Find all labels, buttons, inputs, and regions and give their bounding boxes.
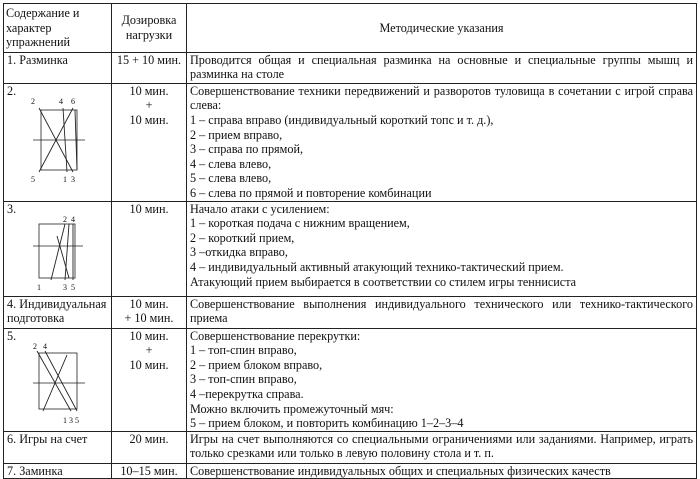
diagram-label: 4 [43, 343, 47, 352]
method-line: 3 – топ-спин вправо, [190, 372, 297, 387]
table-row [4, 463, 697, 479]
table-row [4, 431, 697, 463]
method-line: 1 – справа вправо (индивидуальный короткий топс и т. д.), [190, 112, 494, 127]
header-method: Методические указания [187, 4, 697, 53]
method-cell [187, 431, 697, 463]
method-line: 2 – прием блоком вправо, [190, 357, 323, 372]
dose-line: 10 мин. [129, 83, 169, 98]
diagram-label: 1 [37, 283, 41, 293]
diagram-label: 2 [33, 343, 37, 352]
exercise-name: 1. Разминка [4, 52, 112, 83]
dose-line: 10 мин. [129, 357, 169, 372]
table-row [4, 201, 697, 296]
dose-line: 10–15 мин. [120, 463, 178, 478]
method-cell [187, 83, 697, 201]
method-line: 5 – слева влево, [190, 171, 272, 186]
dose-cell [112, 431, 187, 463]
table-row [4, 328, 697, 431]
diagram-label: 2 [63, 216, 67, 225]
diagram-label: 5 [75, 416, 79, 426]
dose-line: 10 мин. [129, 328, 169, 343]
table-row [4, 83, 697, 201]
diagram-label: 6 [71, 98, 75, 107]
exercise-name: 3. [7, 201, 17, 216]
method-line: 2 – прием вправо, [190, 127, 283, 142]
training-plan-table [3, 3, 697, 479]
header-content: Содержание и характер упражнений [4, 4, 112, 53]
dose-line: 10 мин. [129, 296, 169, 311]
exercise-name: 6. Игры на счет [4, 431, 112, 463]
exercise-name: 7. Заминка [4, 463, 112, 479]
diagram-arrow [37, 351, 71, 411]
exercise-name: 5. [7, 328, 17, 343]
dose-cell [112, 83, 187, 201]
movement-diagram [7, 343, 107, 425]
dose-cell [112, 296, 187, 328]
method-line: 1 – короткая подача с нижним вращением, [190, 216, 410, 231]
method-line: 4 –перекрутка справа. [190, 386, 304, 401]
exercise-cell [4, 328, 112, 431]
diagram-label: 3 [71, 175, 75, 185]
dose-line: + [145, 343, 153, 358]
method-line: Начало атаки с усилением: [190, 201, 330, 216]
table-outline [39, 224, 75, 278]
method-line: 1 – топ-спин вправо, [190, 343, 297, 358]
method-line: Атакующий прием выбирается в соответствии со стилем игры теннисиста [190, 274, 577, 289]
dose-line: 10 мин. [129, 201, 169, 216]
dose-cell [112, 328, 187, 431]
method-line: 3 – справа по прямой, [190, 142, 304, 157]
method-text: Проводится общая и специальная разминка на основные и специальные группы мышц и разминка на столе [190, 52, 693, 82]
exercise-cell [4, 201, 112, 296]
method-line: 3 –откидка вправо, [190, 245, 288, 260]
method-text: Игры на счет выполняются со специальными ограничениями или заданиями. Например, играть только срезками или только в левую половину стола и т. п. [190, 431, 693, 461]
method-line: 5 – прием блоком, и повторить комбинацию 1–2–3–4 [190, 416, 464, 431]
method-cell [187, 463, 697, 479]
exercise-name: 2. [7, 83, 17, 98]
diagram-arrow [57, 236, 69, 278]
diagram-arrow [51, 224, 65, 280]
diagram-label: 5 [71, 283, 75, 293]
method-cell [187, 296, 697, 328]
dose-line: + 10 мин. [124, 311, 174, 326]
method-line: Совершенствование перекрутки: [190, 328, 361, 343]
method-line: 4 – индивидуальный активный атакующий технико-тактический прием. [190, 259, 564, 274]
method-line: 6 – слева по прямой и повторение комбинации [190, 185, 432, 200]
movement-diagram [7, 216, 107, 294]
dose-line: 15 + 10 мин. [116, 52, 182, 67]
diagram-label: 1 [63, 175, 67, 185]
dose-cell [112, 52, 187, 83]
diagram-label: 3 [63, 283, 67, 293]
diagram-arrow [45, 351, 77, 411]
header-row [4, 4, 697, 53]
method-line: Можно включить промежуточный мяч: [190, 401, 394, 416]
dose-line: 10 мин. [129, 112, 169, 127]
method-text: Совершенствование техники передвижений и разворотов туловища в сочетании с игрой справа слева: [190, 83, 693, 113]
diagram-label: 2 [31, 98, 35, 107]
table-row [4, 296, 697, 328]
diagram-label: 4 [71, 216, 75, 225]
dose-line: 20 мин. [129, 431, 169, 446]
diagram-label: 1 [63, 416, 67, 426]
dose-line: + [145, 98, 153, 113]
exercise-cell [4, 83, 112, 201]
dose-cell [112, 463, 187, 479]
diagram-label: 3 [69, 416, 73, 426]
table-row [4, 52, 697, 83]
method-cell [187, 201, 697, 296]
exercise-name: 4. Индивидуальная подготовка [4, 296, 112, 328]
method-line: 2 – короткий прием, [190, 230, 295, 245]
method-line: 4 – слева влево, [190, 156, 272, 171]
movement-diagram [7, 98, 107, 190]
header-dose: Дозировка нагрузки [112, 4, 187, 53]
method-cell [187, 328, 697, 431]
method-text: Совершенствование выполнения индивидуального технического или технико-тактического приема [190, 296, 693, 326]
method-cell [187, 52, 697, 83]
diagram-label: 5 [31, 175, 35, 185]
diagram-label: 4 [59, 98, 63, 107]
dose-cell [112, 201, 187, 296]
method-text: Совершенствование индивидуальных общих и специальных физических качеств [190, 463, 611, 478]
